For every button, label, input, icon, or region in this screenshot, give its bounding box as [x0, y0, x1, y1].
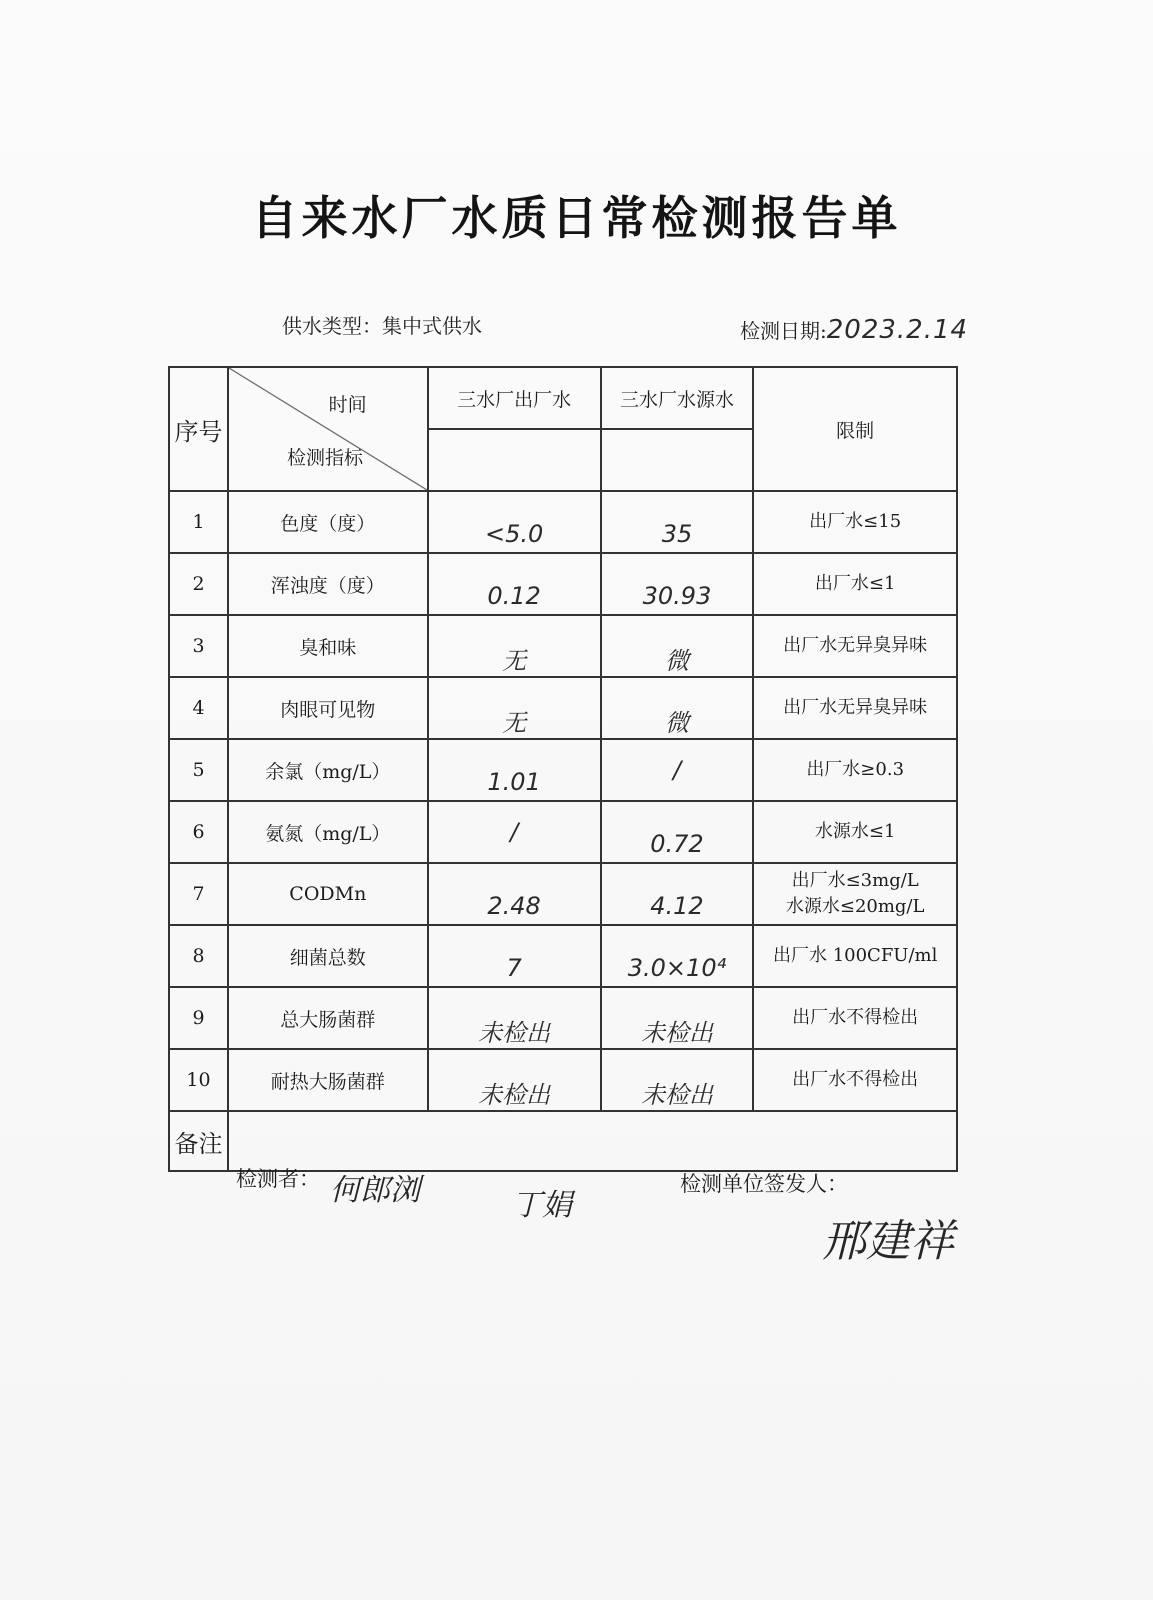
table-row	[169, 1049, 957, 1111]
test-date-label: 检测日期:	[740, 319, 827, 343]
row-number: 6	[169, 801, 228, 863]
diag-header-indicator: 检测指标	[287, 447, 364, 469]
row-indicator: CODMn	[228, 863, 428, 925]
row-limit: 水源水≤1	[753, 801, 957, 863]
issuer-signature: 邢建祥	[822, 1216, 954, 1267]
tester-label: 检测者：	[236, 1167, 320, 1191]
table-row	[169, 677, 957, 739]
row-source-value: 微	[601, 677, 754, 739]
table-row	[169, 801, 957, 863]
row-indicator: 氨氮（mg/L）	[228, 801, 428, 863]
column-header-limit: 限制	[753, 367, 957, 491]
table-row	[169, 925, 957, 987]
row-limit: 出厂水不得检出	[753, 1049, 957, 1111]
row-source-value: 未检出	[601, 1049, 754, 1111]
row-indicator: 臭和味	[228, 615, 428, 677]
supply-type-value: 集中式供水	[382, 314, 482, 338]
row-source-value: 未检出	[601, 987, 754, 1049]
row-outlet-value: 2.48	[428, 863, 601, 925]
row-indicator: 细菌总数	[228, 925, 428, 987]
remark-label: 备注	[169, 1111, 228, 1171]
row-indicator: 肉眼可见物	[228, 677, 428, 739]
row-limit: 出厂水无异臭异味	[753, 615, 957, 677]
row-outlet-value: 0.12	[428, 553, 601, 615]
row-outlet-value: 未检出	[428, 1049, 601, 1111]
row-outlet-value: 1.01	[428, 739, 601, 801]
column-subheader-outlet	[428, 429, 601, 491]
row-outlet-value: <5.0	[428, 491, 601, 553]
diag-header-time: 时间	[328, 394, 367, 416]
row-limit: 出厂水无异臭异味	[753, 677, 957, 739]
row-limit-line1: 出厂水≤3mg/L	[791, 870, 919, 891]
row-number: 10	[169, 1049, 228, 1111]
row-limit	[753, 863, 957, 925]
row-indicator: 浑浊度（度）	[228, 553, 428, 615]
table-row	[169, 987, 957, 1049]
test-date	[740, 315, 968, 345]
test-date-value: 2023.2.14	[826, 315, 969, 345]
row-source-value: 30.93	[601, 553, 754, 615]
row-number: 2	[169, 553, 228, 615]
row-limit: 出厂水不得检出	[753, 987, 957, 1049]
row-limit: 出厂水≤15	[753, 491, 957, 553]
column-subheader-source	[601, 429, 754, 491]
tester-signature-1: 何郎浏	[330, 1173, 420, 1208]
table-row	[169, 863, 957, 925]
row-number: 1	[169, 491, 228, 553]
row-indicator: 色度（度）	[228, 491, 428, 553]
row-number: 8	[169, 925, 228, 987]
row-indicator: 耐热大肠菌群	[228, 1049, 428, 1111]
row-source-value: /	[601, 739, 754, 801]
table-row	[169, 491, 957, 553]
row-number: 3	[169, 615, 228, 677]
table-row	[169, 739, 957, 801]
table-row	[169, 553, 957, 615]
row-outlet-value: 未检出	[428, 987, 601, 1049]
remark-value	[228, 1111, 957, 1171]
row-limit-line2: 水源水≤20mg/L	[785, 896, 925, 917]
row-number: 9	[169, 987, 228, 1049]
issuer-label: 检测单位签发人：	[680, 1172, 848, 1196]
row-source-value: 3.0×10⁴	[601, 925, 754, 987]
row-outlet-value: 无	[428, 615, 601, 677]
row-source-value: 0.72	[601, 801, 754, 863]
row-source-value: 4.12	[601, 863, 754, 925]
diagonal-header-cell	[228, 367, 428, 491]
row-limit: 出厂水≤1	[753, 553, 957, 615]
row-indicator: 总大肠菌群	[228, 987, 428, 1049]
row-source-value: 35	[601, 491, 754, 553]
report-table	[168, 366, 958, 1172]
column-header-outlet: 三水厂出厂水	[428, 367, 601, 429]
row-indicator: 余氯（mg/L）	[228, 739, 428, 801]
supply-type-label: 供水类型：	[282, 314, 382, 338]
column-header-source: 三水厂水源水	[601, 367, 754, 429]
row-number: 4	[169, 677, 228, 739]
row-outlet-value: /	[428, 801, 601, 863]
row-outlet-value: 无	[428, 677, 601, 739]
row-limit: 出厂水≥0.3	[753, 739, 957, 801]
row-limit: 出厂水 100CFU/ml	[753, 925, 957, 987]
tester-signature-2: 丁娟	[512, 1188, 572, 1223]
table-row	[169, 615, 957, 677]
row-outlet-value: 7	[428, 925, 601, 987]
row-source-value: 微	[601, 615, 754, 677]
document-title: 自来水厂水质日常检测报告单	[251, 191, 902, 245]
row-number: 7	[169, 863, 228, 925]
supply-type	[282, 310, 482, 339]
row-number: 5	[169, 739, 228, 801]
serial-header: 序号	[169, 367, 228, 491]
